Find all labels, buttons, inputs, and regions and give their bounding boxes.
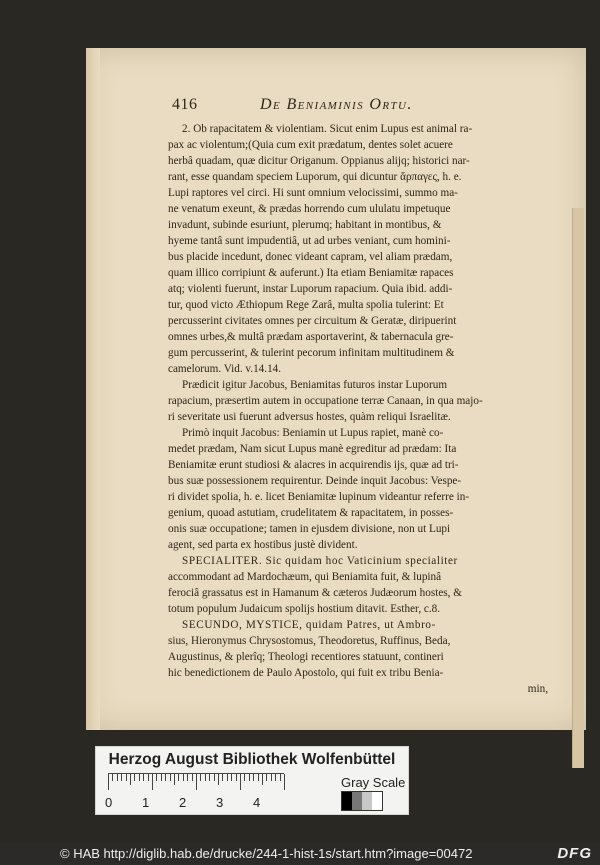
text-line: ri dividet spolia, h. e. licet Beniamitæ lupinum videantur referre in- bbox=[168, 491, 470, 503]
text-line: percusserint civitates omnes per circuitum & Geratæ, diripuerint bbox=[168, 315, 457, 327]
body-text bbox=[168, 121, 548, 697]
running-title: De Beniaminis Ortu. bbox=[260, 96, 413, 113]
text-line: accommodant ad Mardochæum, qui Beniamita fuit, & lupinâ bbox=[168, 571, 442, 583]
ruler-tick bbox=[280, 774, 281, 781]
ruler-tick bbox=[218, 774, 219, 785]
text-line: bus placide incedunt, donec videant capram, vel aliam prædam, bbox=[168, 251, 453, 263]
ruler-tick bbox=[165, 774, 166, 781]
ruler-tick bbox=[161, 774, 162, 781]
ruler-tick bbox=[209, 774, 210, 781]
text-line: invadunt, subinde esuriunt, plerumq; habitant in montibus, & bbox=[168, 219, 442, 231]
ruler-tick bbox=[156, 774, 157, 781]
ruler-tick bbox=[196, 774, 197, 790]
scale-ruler bbox=[108, 773, 284, 794]
text-line: Augustinus, & plerîq; Theologi recentiores statuunt, contineri bbox=[168, 651, 444, 663]
text-line: 2. Ob rapacitatem & violentiam. Sicut enim Lupus est animal ra- bbox=[182, 123, 473, 135]
ruler-tick bbox=[117, 774, 118, 781]
scale-number: 2 bbox=[179, 795, 187, 810]
ruler-tick bbox=[139, 774, 140, 781]
ruler-tick bbox=[200, 774, 201, 781]
text-line: tur, quod victo Æthiopum Rege Zarâ, multa spolia tulerint: Et bbox=[168, 299, 444, 311]
text-line: hyeme tantâ sunt impudentiâ, ut ad urbes veniant, cum homini- bbox=[168, 235, 451, 247]
ruler-tick bbox=[187, 774, 188, 781]
page-number: 416 bbox=[172, 96, 198, 113]
gray-scale-label: Gray Scale bbox=[341, 775, 406, 790]
text-line: ferociâ grassatus est in Hamanum & cæteros Judæorum hostes, & bbox=[168, 587, 462, 599]
text-line: atq; violenti fuerunt, instar Luporum rapacium. Quia ibid. addi- bbox=[168, 283, 453, 295]
footer-credit: © HAB http://diglib.hab.de/drucke/244-1-hist-1s/start.htm?image=00472 bbox=[60, 846, 473, 861]
scale-number: 1 bbox=[142, 795, 150, 810]
ruler-tick bbox=[112, 774, 113, 781]
ruler-tick bbox=[266, 774, 267, 781]
ruler-tick bbox=[108, 774, 109, 790]
text-line: SPECIALITER. Sic quidam hoc Vaticinium specialiter bbox=[182, 555, 458, 567]
ruler-tick bbox=[148, 774, 149, 781]
color-target bbox=[95, 746, 409, 815]
text-line: omnes urbes,& multâ prædam asportaverint, & tabernacula gre- bbox=[168, 331, 454, 343]
text-line: rant, esse quandam speciem Luporum, qui dicuntur ἅρπαγες, h. e. bbox=[168, 171, 462, 183]
scale-number: 0 bbox=[105, 795, 113, 810]
ruler-tick bbox=[183, 774, 184, 781]
library-name: Herzog August Bibliothek Wolfenbüttel bbox=[108, 751, 396, 768]
text-line: herbâ quadam, quæ dicitur Origanum. Oppianus alijq; historici nar- bbox=[168, 155, 470, 167]
text-line: onis suæ occupatione; tamen in ejusdem divisione, non ut Lupi bbox=[168, 523, 451, 535]
text-line: gum percusserint, & tulerint pecorum infinitam multitudinem & bbox=[168, 347, 455, 359]
text-line: Primò inquit Jacobus: Beniamin ut Lupus rapiet, manè co- bbox=[182, 427, 444, 439]
ruler-tick bbox=[244, 774, 245, 781]
ruler-tick bbox=[240, 774, 241, 790]
ruler-tick bbox=[121, 774, 122, 781]
ruler-tick bbox=[262, 774, 263, 785]
text-line: min, bbox=[527, 683, 548, 695]
ruler-tick bbox=[227, 774, 228, 781]
text-line: sius, Hieronymus Chrysostomus, Theodoretus, Ruffinus, Beda, bbox=[168, 635, 451, 647]
text-line: bus suæ possessionem requirentur. Deinde inquit Jacobus: Vespe- bbox=[168, 475, 462, 487]
text-line: quam illico corripiunt & auferunt.) Ita etiam Beniamitæ rapaces bbox=[168, 267, 454, 279]
ruler-tick bbox=[130, 774, 131, 785]
ruler-tick bbox=[126, 774, 127, 781]
ruler-tick bbox=[178, 774, 179, 781]
ruler-tick bbox=[152, 774, 153, 790]
text-line: Beniamitæ erunt studiosi & alacres in acquirendis ijs, quæ ad tri- bbox=[168, 459, 459, 471]
text-line: totum populum Judaicum spolijs hostium ditavit. Esther, c.8. bbox=[168, 603, 441, 615]
ruler-tick bbox=[284, 774, 285, 790]
text-line: ri severitate usi fuerunt adversus hostes, quàm reliqui Israelitæ. bbox=[168, 411, 451, 423]
ruler-tick bbox=[253, 774, 254, 781]
scale-number: 4 bbox=[253, 795, 261, 810]
footer-bar bbox=[0, 843, 600, 865]
ruler-tick bbox=[222, 774, 223, 781]
ruler-tick bbox=[143, 774, 144, 781]
ruler-tick bbox=[205, 774, 206, 781]
ruler-tick bbox=[275, 774, 276, 781]
text-line: Prædicit igitur Jacobus, Beniamitas futuros instar Luporum bbox=[182, 379, 448, 391]
scale-number: 3 bbox=[216, 795, 224, 810]
ruler-tick bbox=[231, 774, 232, 781]
ruler-tick bbox=[258, 774, 259, 781]
text-line: rapacium, præsertim autem in occupatione terræ Canaan, in qua majo- bbox=[168, 395, 483, 407]
page-gutter bbox=[86, 48, 100, 730]
text-line: agent, sed parta ex hostibus justè divident. bbox=[168, 539, 358, 551]
ruler-tick bbox=[170, 774, 171, 781]
ruler-tick bbox=[214, 774, 215, 781]
ruler-tick bbox=[236, 774, 237, 781]
ruler-tick bbox=[174, 774, 175, 785]
text-line: genium, quoad astutiam, crudelitatem & rapacitatem, in posses- bbox=[168, 507, 454, 519]
text-line: camelorum. Vid. v.14.14. bbox=[168, 363, 282, 375]
text-line: Lupi raptores vel circi. Hi sunt omnium velocissimi, summo ma- bbox=[168, 187, 458, 199]
dfg-logo: DFG bbox=[557, 845, 592, 862]
gray-scale-swatch bbox=[341, 791, 383, 811]
page-header bbox=[172, 96, 472, 116]
ruler-tick bbox=[192, 774, 193, 781]
text-line: ne venatum exeunt, & prædas horrendo cum ululatu impetuque bbox=[168, 203, 451, 215]
page-edge-strip bbox=[572, 208, 584, 768]
text-line: medet prædam, Nam sicut Lupus manè egreditur ad prædam: Ita bbox=[168, 443, 457, 455]
text-line: pax ac violentum;(Quia cum exit prædatum, dentes solet acuere bbox=[168, 139, 453, 151]
ruler-tick bbox=[271, 774, 272, 781]
ruler-tick bbox=[134, 774, 135, 781]
ruler-tick bbox=[249, 774, 250, 781]
text-line: hic benedictionem de Paulo Apostolo, qui fuit ex tribu Benia- bbox=[168, 667, 444, 679]
text-line: SECUNDO, MYSTICE, quidam Patres, ut Ambro- bbox=[182, 619, 436, 631]
